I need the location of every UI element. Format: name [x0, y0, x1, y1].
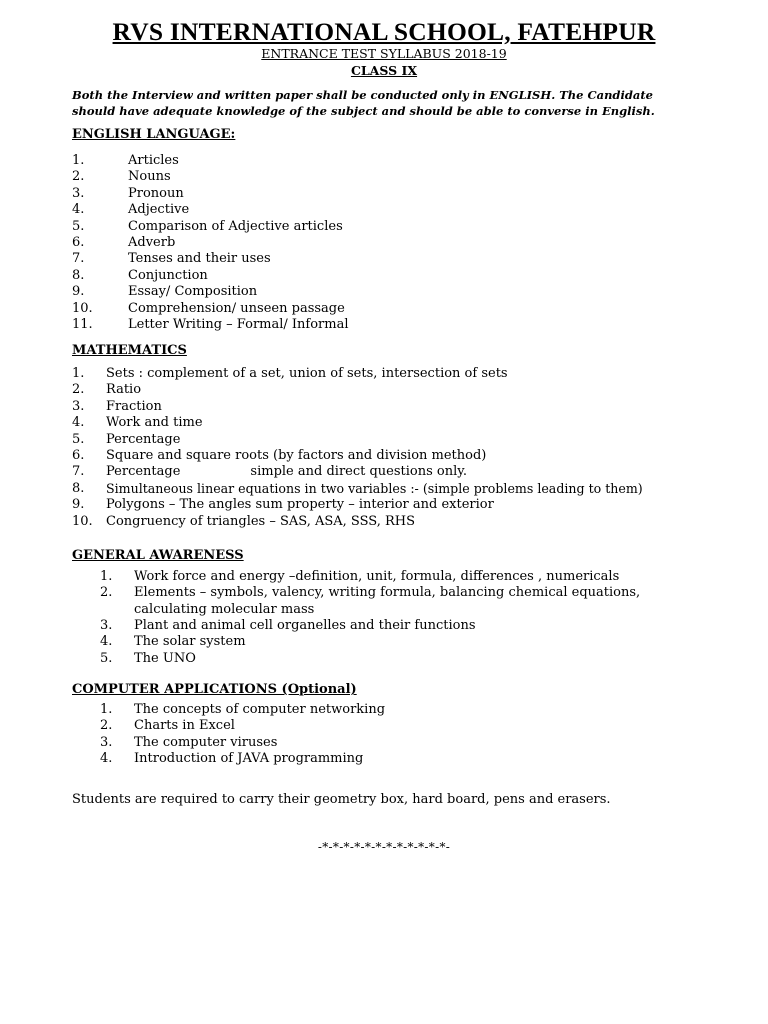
list-item — [100, 718, 720, 734]
item-text: Conjunction — [128, 267, 208, 283]
item-text: Comparison of Adjective articles — [128, 218, 343, 234]
item-number: 5. — [72, 431, 85, 447]
general-awareness-list — [100, 569, 720, 667]
item-number: 4. — [72, 202, 85, 218]
list-item — [72, 284, 712, 300]
list-item — [100, 634, 720, 650]
english-list — [72, 153, 712, 333]
item-number: 7. — [72, 464, 85, 480]
item-text: Elements – symbols, valency, writing formula, balancing chemical equations, calculating molecular mass — [134, 585, 641, 617]
item-number: 2. — [100, 718, 113, 734]
list-item — [72, 366, 732, 382]
item-text: Plant and animal cell organelles and their functions — [134, 617, 476, 633]
item-number: 3. — [100, 617, 113, 633]
item-number: 5. — [100, 650, 113, 666]
item-number: 3. — [100, 734, 113, 750]
item-number: 4. — [100, 751, 113, 767]
item-number: 10. — [72, 300, 93, 316]
item-text: Polygons – The angles sum property – interior and exterior — [106, 497, 494, 513]
item-number: 1. — [72, 366, 85, 381]
item-number: 10. — [72, 513, 93, 529]
item-number: 6. — [72, 447, 85, 463]
item-text: Square and square roots (by factors and division method) — [106, 447, 487, 463]
intro-paragraph — [72, 87, 712, 119]
mathematics-list — [72, 366, 732, 530]
item-number: 4. — [100, 634, 113, 650]
item-text: Work and time — [106, 415, 203, 431]
item-text: Sets : complement of a set, union of sets, intersection of sets — [106, 366, 508, 381]
item-text: Introduction of JAVA programming — [134, 751, 364, 767]
list-item — [72, 415, 732, 431]
intro-line: Both the Interview and written paper shall be conducted only in ENGLISH. The Candidate — [72, 88, 653, 102]
list-item — [72, 186, 712, 202]
item-text: Fraction — [106, 398, 162, 414]
item-text: The UNO — [134, 650, 196, 666]
list-item — [100, 585, 720, 617]
class-label: CLASS IX — [350, 63, 418, 78]
item-text: Letter Writing – Formal/ Informal — [128, 316, 349, 332]
item-text: The solar system — [134, 634, 246, 650]
list-item — [72, 317, 712, 333]
item-number: 2. — [100, 585, 113, 601]
item-text: The computer viruses — [134, 734, 278, 750]
list-item — [100, 735, 720, 751]
mathematics-heading: MATHEMATICS — [72, 343, 187, 358]
item-number: 3. — [72, 185, 85, 201]
list-item — [72, 219, 712, 235]
list-item — [100, 651, 720, 667]
list-item — [100, 702, 720, 718]
item-text-part: simple and direct questions only. — [250, 464, 468, 480]
item-number: 1. — [72, 153, 85, 168]
list-item — [72, 514, 732, 530]
item-number: 1. — [100, 702, 113, 717]
item-number: 9. — [72, 284, 85, 300]
list-item — [72, 153, 712, 169]
item-text: Percentage — [106, 431, 181, 447]
list-item — [72, 382, 732, 398]
list-item — [72, 481, 732, 497]
computer-applications-list — [100, 702, 720, 768]
item-text: The concepts of computer networking — [134, 702, 386, 717]
item-number: 7. — [72, 251, 85, 267]
list-item — [100, 618, 720, 634]
school-title: RVS INTERNATIONAL SCHOOL, FATEHPUR — [112, 17, 656, 46]
list-item — [72, 268, 712, 284]
item-text: Charts in Excel — [134, 718, 235, 734]
list-item — [72, 235, 712, 251]
computer-applications-heading: COMPUTER APPLICATIONS (Optional) — [72, 682, 357, 697]
english-heading: ENGLISH LANGUAGE: — [72, 127, 236, 142]
item-number: 6. — [72, 234, 85, 250]
item-text: Ratio — [106, 382, 142, 398]
item-text: Articles — [128, 153, 179, 168]
end-separator: -*-*-*-*-*-*-*-*-*-*-*-*- — [317, 840, 451, 854]
syllabus-subtitle: ENTRANCE TEST SYLLABUS 2018-19 — [261, 46, 507, 61]
item-text: Essay/ Composition — [128, 284, 258, 300]
item-number: 2. — [72, 169, 85, 185]
item-text: Work force and energy –definition, unit, formula, differences , numericals — [134, 569, 620, 584]
requirements-note: Students are required to carry their geometry box, hard board, pens and erasers. — [72, 792, 611, 807]
item-number: 9. — [72, 497, 85, 513]
list-item — [72, 301, 712, 317]
item-text: Pronoun — [128, 185, 184, 201]
item-number: 2. — [72, 382, 85, 398]
list-item — [100, 569, 720, 585]
item-text-part: Percentage — [106, 464, 181, 480]
list-item — [72, 464, 732, 480]
list-item — [72, 448, 732, 464]
general-awareness-heading: GENERAL AWARENESS — [72, 548, 244, 563]
item-text: Adverb — [128, 234, 176, 250]
item-text: Nouns — [128, 169, 171, 185]
item-text: Adjective — [128, 202, 190, 218]
list-item — [72, 399, 732, 415]
item-number: 8. — [72, 480, 85, 496]
list-item — [72, 202, 712, 218]
item-text: Congruency of triangles – SAS, ASA, SSS, RHS — [106, 513, 416, 529]
item-number: 3. — [72, 398, 85, 414]
list-item — [72, 497, 732, 513]
item-number: 11. — [72, 316, 93, 332]
item-number: 4. — [72, 415, 85, 431]
intro-line: should have adequate knowledge of the subject and should be able to converse in English. — [72, 104, 655, 118]
item-number: 1. — [100, 569, 113, 584]
item-text: Comprehension/ unseen passage — [128, 300, 345, 316]
item-text: Simultaneous linear equations in two variables :- (simple problems leading to them) — [106, 480, 643, 496]
list-item — [100, 751, 720, 767]
list-item — [72, 251, 712, 267]
item-text — [106, 464, 467, 480]
item-number: 5. — [72, 218, 85, 234]
item-number: 8. — [72, 267, 85, 283]
list-item — [72, 432, 732, 448]
list-item — [72, 169, 712, 185]
item-text: Tenses and their uses — [128, 251, 271, 267]
